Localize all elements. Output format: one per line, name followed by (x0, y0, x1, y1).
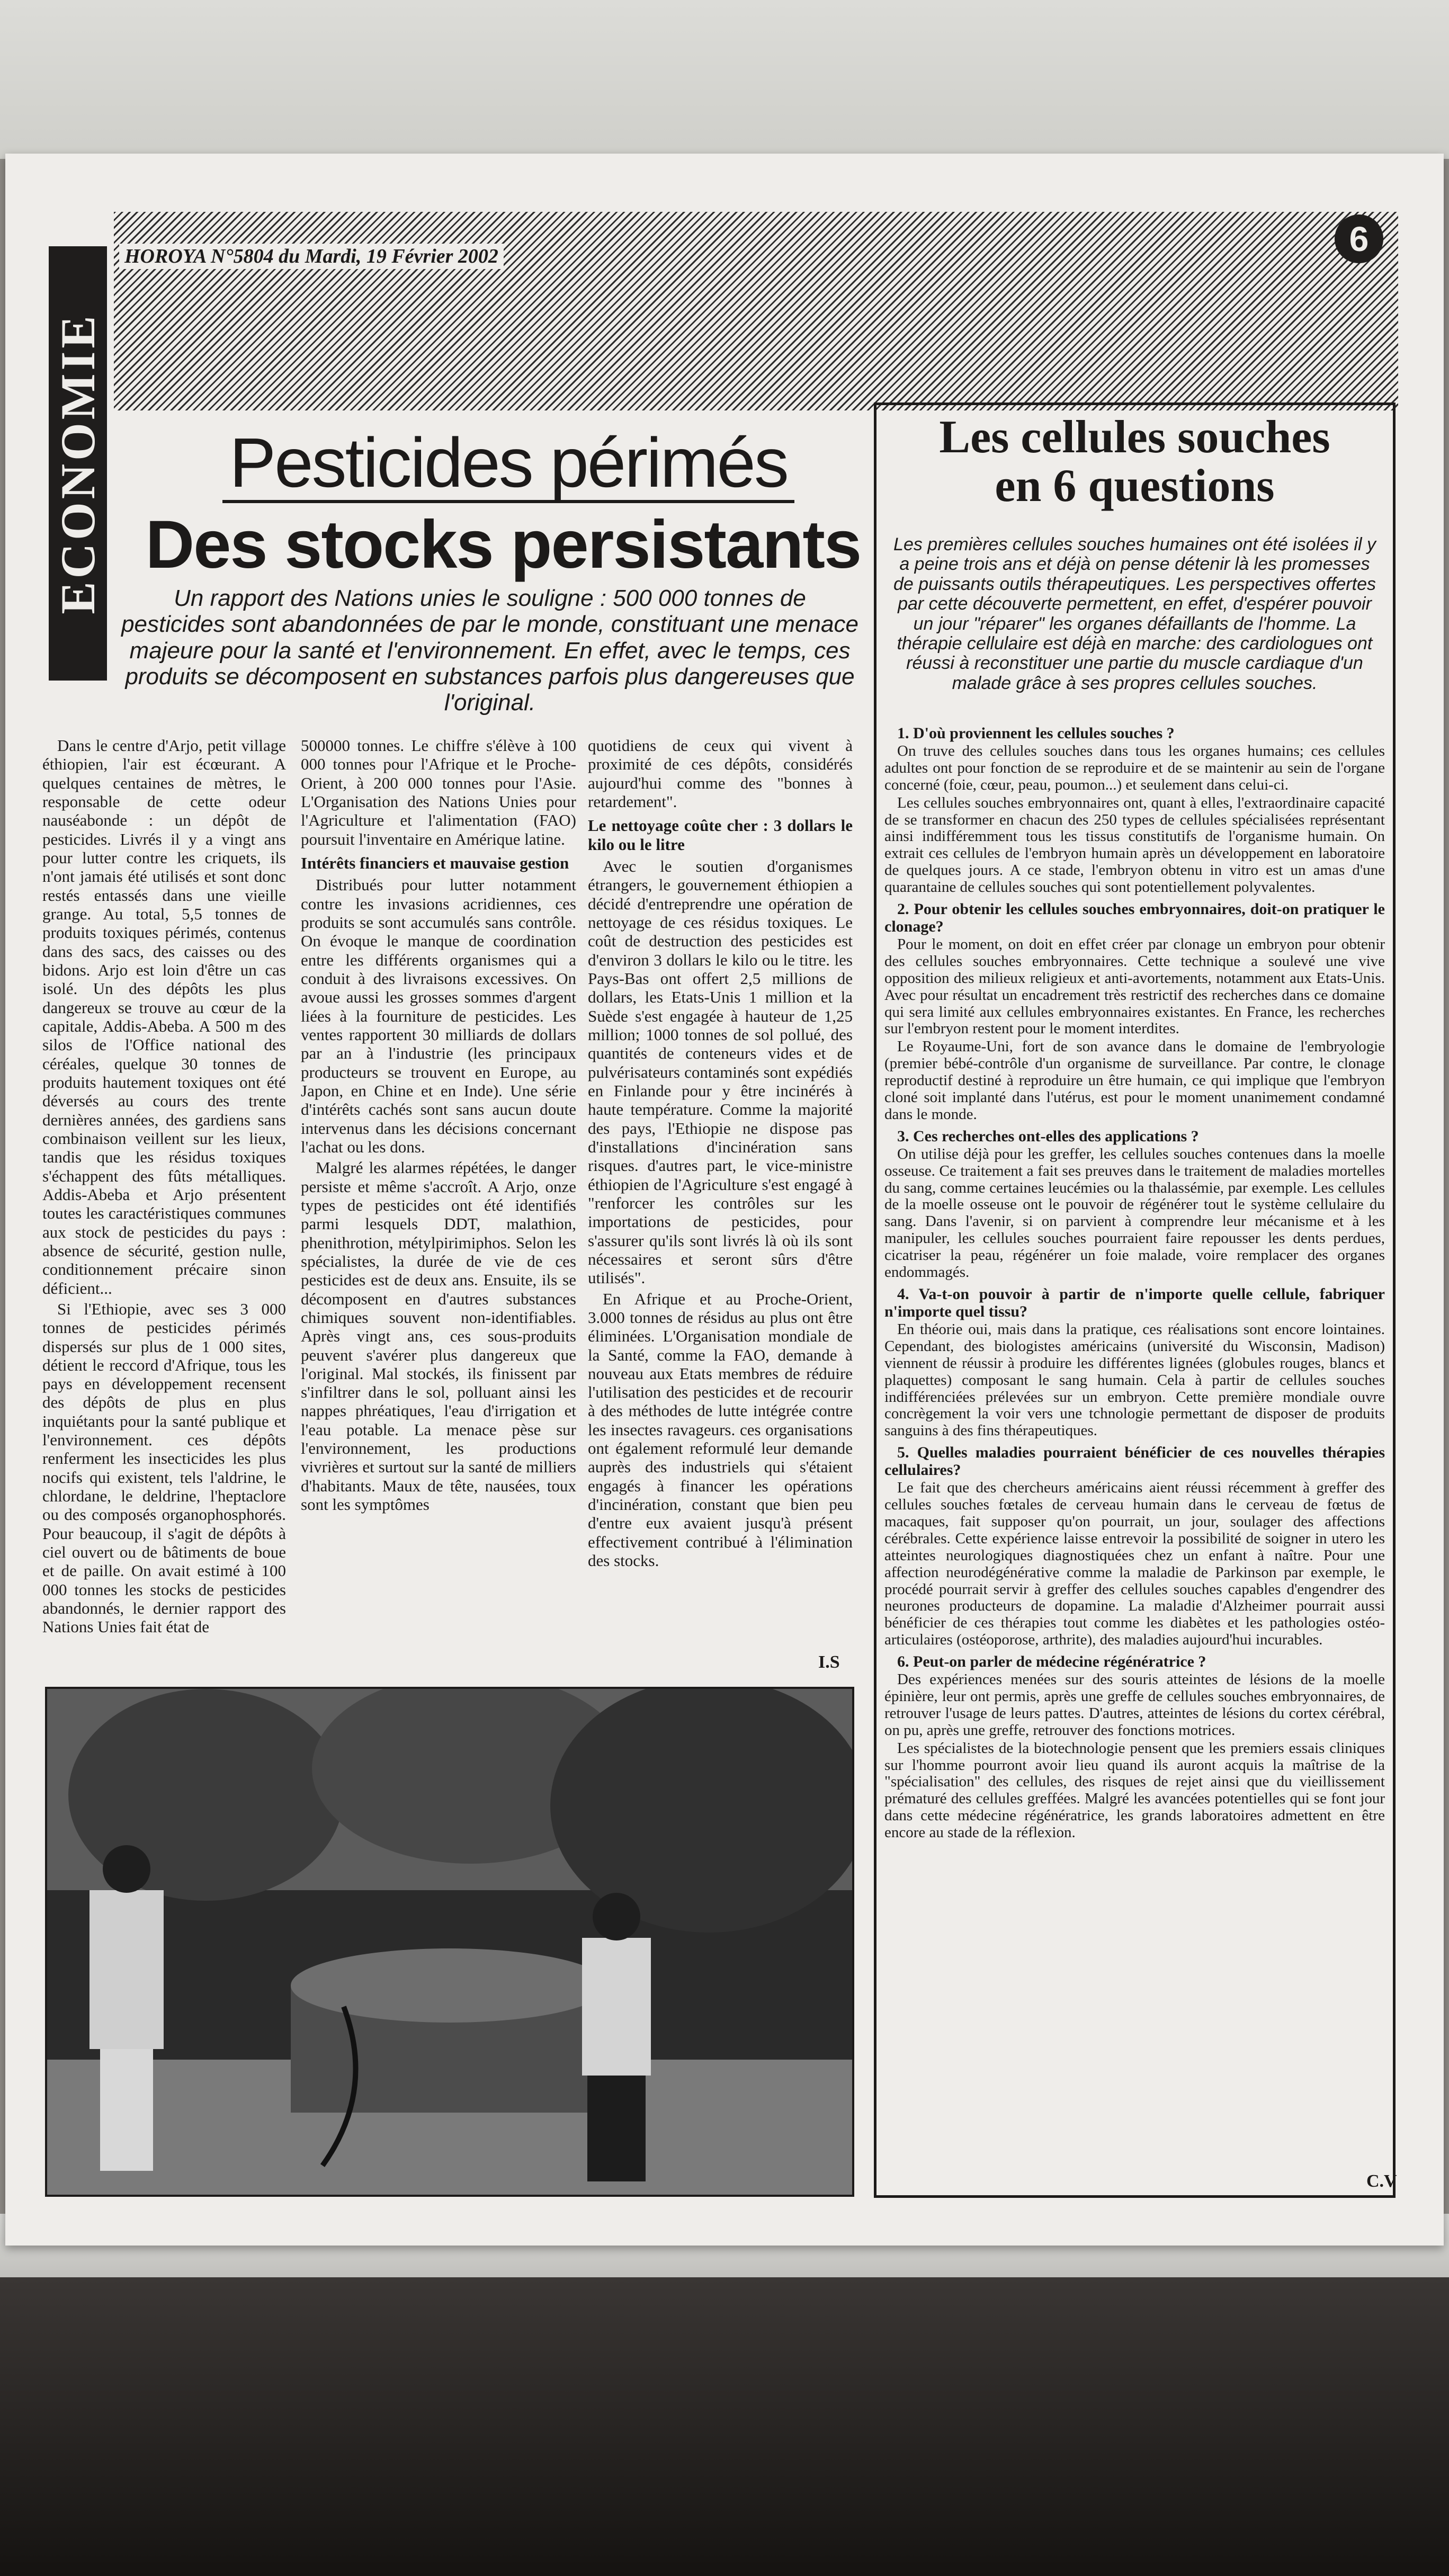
paragraph: Si l'Ethiopie, avec ses 3 000 tonnes de pesticides périmés dispersés sur plus de 1 000 sites, détient le reccord d'Afrique, tous les pays en développement recensent des dépôts de plus en plus inquiétants pour la santé publique et l'environnement. ces dépôts renferment les insecticides les plus nocifs qui existent, tels l'aldrine, le chlordane, le deldrine, l'heptaclore ou des composés organophosphorés. Pour beaucoup, il s'agit de dépôts à ciel ouvert ou de bâtiments de boue et de paille. On avait estimé à 100 000 tonnes les stocks de pesticides abandonnés, le dernier rapport des Nations Unies fait état de (42, 1299, 286, 1636)
article-photo (45, 1687, 854, 2197)
article-column-3 (588, 736, 853, 1572)
sidebar-chapeau: Les premières cellules souches humaines ont été isolées il y a peine trois ans et déjà on pense détenir là les promesses de puissants outils thérapeutiques. Les perspectives offertes par cette découverte permettent, en effet, d'espérer pouvoir un jour "réparer" les organes défaillants de l'homme. La thérapie cellulaire est déjà en marche: des cardiologues ont réussi à reconstituer une partie du muscle cardiaque d'un malade grâce à ses propres cellules souches. (893, 534, 1376, 693)
paragraph: Distribués pour lutter notamment contre les invasions acridiennes, ces produits se sont accumulés sans contrôle. On évoque le manque de coordination entre les différents organismes qui a conduit à des livraisons excessives. On avoue aussi les grosses sommes d'argent liées à la fourniture de pesticides. Les ventes rapportent 30 milliards de dollars par an à l'industrie (les principaux producteurs se trouvent en Europe, au Japon, en Chine et en Inde). Une série d'intérêts cachés sont sans aucun doute intervenus dans les décisions concernant l'achat ou les dons. (301, 875, 576, 1156)
question-heading: 5. Quelles maladies pourraient bénéficier de ces nouvelles thérapies cellulaires? (884, 1444, 1385, 1479)
paragraph: Le Royaume-Uni, fort de son avance dans le domaine de l'embryologie (premier bébé-contrôle d'un organisme de surveillance. Par contre, le clonage reproductif destiné à reproduire un être humain, ce qui implique que l'embryon cloné soit implanté dans l'utérus, est pour le moment unanimement condamné dans le monde. (884, 1038, 1385, 1123)
background-table (0, 2277, 1449, 2576)
question-heading: 1. D'où proviennent les cellules souches ? (897, 724, 1175, 742)
sidebar-title (879, 413, 1390, 511)
paragraph: Dans le centre d'Arjo, petit village éthiopien, l'air est écœurant. A quelques centaines de mètres, le responsable de cette odeur nauséabonde : un dépôt de pesticides. Livrés il y a vingt ans pour lutter contre les criquets, ils n'ont jamais été utilisés et sont donc restés entassés dans une vieille grange. Au total, 5,5 tonnes de produits toxiques périmés, contenus dans des sacs, des caisses ou des bidons. Arjo est loin d'être un cas isolé. Un des dépôts les plus dangereux se trouve au cœur de la capitale, Addis-Abeba. A 500 m des silos de l'Office national des céréales, quelque 30 tonnes de produits hautement toxiques ont été déversés au cours des trente dernières années, des gardiens sans combinaison veillent sur les lieux, tandis que les résidus toxiques s'échappent des fûts métalliques. Addis-Abeba et Arjo présentent toutes les caractéristiques communes aux stock de pesticides du pays : absence de sécurité, gestion nulle, conditionnement précaire sinon déficient... (42, 736, 286, 1298)
article-headline: Des stocks persistants (145, 507, 861, 583)
article-column-1 (42, 736, 286, 1639)
subhead: Le nettoyage coûte cher : 3 dollars le kilo ou le litre (588, 816, 853, 854)
question-heading: 3. Ces recherches ont-elles des applications ? (897, 1127, 1199, 1145)
paragraph: 500000 tonnes. Le chiffre s'élève à 100 000 tonnes pour l'Afrique et le Proche-Orient, à 200 000 tonnes pour l'Asie. L'Organisation des Nations Unies pour l'Agriculture et l'alimentation (FAO) poursuit l'inventaire en Amérique latine. (301, 736, 576, 848)
paragraph: En théorie oui, mais dans la pratique, ces réalisations sont encore lointaines. Cependant, des biologistes américains (université du Wisconsin, Madison) viennent de réussir à produire les différentes lignées (globules rouges, blancs et plaquettes) composant le sang humain. Cela à partir de cellules souches indifférenciées prélevées sur un embryon. Cette première mondiale ouvre concrègement la voir vers une tchnologie permettant de disposer de produits sanguins à des fins thérapeutiques. (884, 1320, 1385, 1439)
paragraph: Les cellules souches embryonnaires ont, quant à elles, l'extraordinaire capacité de se transformer en chacun des 250 types de cellules spécialisées représentant ainsi indifféremment tous les tissus constitutifs de l'organisme humain. On extrait ces cellules de l'embryon humain après un développement en laboratoire de quelques jours. A ce stade, l'embryon obtenu in vitro est un amas d'une quarantaine de cellules souches qui sont potentiellement polyvalentes. (884, 794, 1385, 896)
photo-illustration (47, 1689, 852, 2195)
subhead: Intérêts financiers et mauvaise gestion (301, 853, 569, 872)
page-number-badge: 6 (1335, 214, 1383, 263)
paragraph: quotidiens de ceux qui vivent à proximité de ces dépôts, considérés aujourd'hui comme des "bonnes à retardement". (588, 736, 853, 811)
sidebar-title-line: Les cellules souches (939, 412, 1330, 463)
paragraph: On truve des cellules souches dans tous les organes humains; ces cellules adultes ont pour fonction de se reproduire et de se maintenir au sein de l'organe concerné (foie, cœur, peau, poumon...) et seulement dans celui-ci. (884, 743, 1385, 793)
section-label-text: ECONOMIE (51, 312, 105, 614)
section-label (49, 246, 107, 681)
paragraph: Pour le moment, on doit en effet créer par clonage un embryon pour obtenir des cellules souches embryonnaires. Cette technique a soulevé une vive opposition des milieux religieux et anti-avortements, notamment aux Etats-Unis. Avec pour résultat un encadrement très restrictif des recherches dans ce domaine qui sera limité aux cellules embryonnaires existantes. En France, les recherches sur l'embryon restent pour le moment interdites. (884, 936, 1385, 1037)
question-heading: 2. Pour obtenir les cellules souches embryonnaires, doit-on pratiquer le clonage? (884, 900, 1385, 936)
paragraph: Malgré les alarmes répétées, le danger persiste et même s'accroît. A Arjo, onze types de pesticides ont été identifiés parmi lesquels DDT, malathion, phenithrotion, métylpirimiphos. Selon les spécialistes, la durée de vie de ces pesticides est de deux ans. Ensuite, ils se décomposent en d'autres substances chimiques souvent non-identifiables. Après vingt ans, ces sous-produits peuvent s'avérer plus dangereux que l'original. Mal stockés, ils finissent par s'infiltrer dans le sol, polluant ainsi les nappes phréatiques, l'eau d'irrigation et l'eau potable. La menace pèse sur l'environnement, les productions vivrières et surtout sur la santé de milliers d'habitants. Maux de tête, nausées, toux sont les symptômes (301, 1158, 576, 1514)
paragraph: Le fait que des chercheurs américains aient réussi récemment à greffer des cellules souches fœtales de cerveau humain dans le cerveau de fœtus de macaques, fait supposer qu'on pourrait, un jour, soulager des affections cérébrales. Cette expérience laisse entrevoir la possibilité de soigner in utero les atteintes neurologiques diagnostiquées chez un enfant à naître. Pour une affection neurodégénérative comme la maladie de Parkinson par exemple, le procédé pourrait servir à greffer des cellules souches capables d'engendrer des neurones producteurs de dopamine. La maladie d'Alzheimer pourrait aussi bénéficier de ces thérapies tout comme les diabètes et les pathologies ostéo-articulaires (ostéoporose, arthrite), des maladies aujourd'hui incurables. (884, 1479, 1385, 1649)
sidebar-body (884, 720, 1385, 1842)
paragraph: En Afrique et au Proche-Orient, 3.000 tonnes de résidus au plus ont être éliminées. L'Organisation mondiale de la Santé, comme la FAO, demande à nouveau aux Etats membres de réduire l'utilisation des pesticides et de recourir à des méthodes de lutte intégrée contre les insectes ravageurs. ces organisations ont également reformulé leur demande auprès des industriels qui s'étaient engagés à financer les opérations d'incinération, constant que bien peu d'entre eux avaient jusqu'à présent effectivement contribué à l'élimination des stocks. (588, 1289, 853, 1570)
paragraph: Avec le soutien d'organismes étrangers, le gouvernement éthiopien a décidé d'entreprendre une opération de nettoyage de ces résidus toxiques. Le coût de destruction des pesticides est d'environ 3 dollars le kilo ou le titre. les Pays-Bas ont offert 2,5 millions de dollars, les Etats-Unis 1 million et la Suède s'est engagée à hauteur de 1,25 million; 1000 tonnes de sol pollué, des quantités de conteneurs vides et de pulvérisateurs contaminés sont expédiés en Finlande pour y être incinérés à haute température. Comme la majorité des pays, l'Ethiopie ne dispose pas d'installations d'incinération sans risques. d'autres part, le vice-ministre éthiopien de l'Agriculture s'est engagé à "renforcer les contrôles sur les importations de pesticides, pour s'assurer qu'ils sont livrés là où ils sont nécessaires et seront sûrs d'être utilisés". (588, 856, 853, 1287)
paragraph: On utilise déjà pour les greffer, les cellules souches contenues dans la moelle osseuse. Ce traitement a fait ses preuves dans le traitement de maladies mortelles du sang, comme certaines leucémies ou la thalassémie, par exemple. Les cellules de la moelle osseuse ont le pouvoir de régénérer tout le système cellulaire du sang. Dans l'avenir, si on parvient à comprendre leur mécanisme et à les manipuler, les cellules souches pourraient faire repousser les dents perdues, cicatriser la peau, régénérer un foie malade, voire remplacer des organes endommagés. (884, 1145, 1385, 1281)
sidebar-title-line: en 6 questions (995, 460, 1275, 512)
hatched-banner (114, 212, 1398, 410)
paragraph: Des expériences menées sur des souris atteintes de lésions de la moelle épinière, leur ont permis, après une greffe de cellules souches embryonnaires, de retrouver l'usage de leurs pattes. D'autres, atteintes de lésions du cortex cérébral, on pu, après une greffe, retrouver des fonctions motrices. (884, 1671, 1385, 1739)
article-kicker: Pesticides périmés (222, 426, 794, 503)
article-chapeau: Un rapport des Nations unies le souligne : 500 000 tonnes de pesticides sont abandonnées de par le monde, constituant une menace majeure pour la santé et l'environnement. En effet, avec le temps, ces produits se décomposent en substances parfois plus dangereuses que l'original. (121, 585, 858, 716)
sidebar-signature: C.V (1366, 2171, 1397, 2191)
issue-line: HOROYA N°5804 du Mardi, 19 Février 2002 (119, 244, 504, 269)
question-heading: 6. Peut-on parler de médecine régénératrice ? (897, 1653, 1206, 1671)
article-column-2 (301, 736, 576, 1516)
question-heading: 4. Va-t-on pouvoir à partir de n'importe quelle cellule, fabriquer n'importe quel tissu? (884, 1285, 1385, 1320)
article-signature: I.S (818, 1652, 840, 1672)
paragraph: Les spécialistes de la biotechnologie pensent que les premiers essais cliniques sur l'homme pourront avoir lieu quand ils auront acquis la maîtrise de la "spécialisation" des cellules, des risques de rejet ainsi que du vieillissement prématuré des cellules greffées. Malgré les avancées potentielles qui se font jour dans cette médecine régénératrice, les grands laboratoires admettent en être encore au stade de la réflexion. (884, 1739, 1385, 1841)
background-wall (0, 0, 1449, 159)
